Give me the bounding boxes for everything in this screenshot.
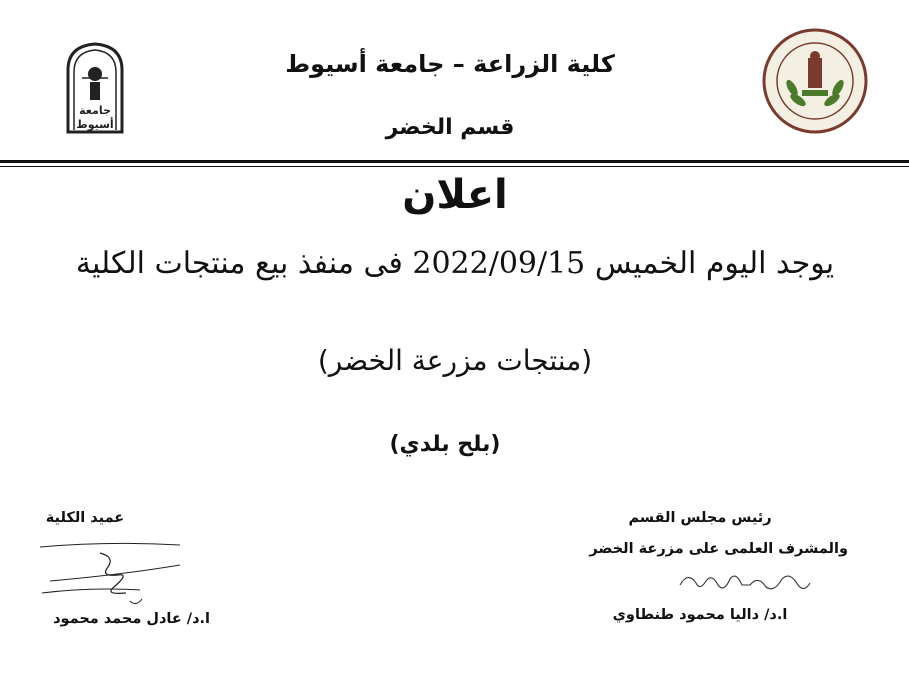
products-label: (منتجات مزرعة الخضر) [317,344,593,377]
department-head-title: رئيس مجلس القسم [628,510,772,526]
product-item: (بلح بلدي) [389,432,501,457]
dean-title: عميد الكلية [45,510,125,526]
svg-text:ASSIUT UNIVERSITY FACULTY OF A [762,28,766,31]
department-title: قسم الخضر [385,115,515,140]
announcement-heading: اعلان [402,172,508,218]
announcement-text: يوجد اليوم الخميس 2022/09/15 فى منفذ بيع منتجات الكلية [75,246,835,281]
department-head-name: ا.د/ داليا محمود طنطاوي [612,607,788,623]
university-logo [60,40,130,136]
faculty-seal [762,28,868,134]
svg-text:جامعة: جامعة [79,104,111,117]
dean-signature [30,535,190,615]
faculty-title: كلية الزراعة – جامعة أسيوط [285,50,615,78]
dean-name: ا.د/ عادل محمد محمود [53,611,210,627]
header-divider-thin [0,166,909,167]
svg-text:أسيوط: أسيوط [76,118,114,131]
department-head-signature [670,565,820,599]
faculty-of-agriculture-seal-icon [762,28,868,134]
seal-ring-text [762,28,766,31]
farm-supervisor-title: والمشرف العلمى على مزرعة الخضر [589,541,848,557]
header-divider [0,160,909,163]
assiut-university-tower-logo-icon [60,40,130,136]
